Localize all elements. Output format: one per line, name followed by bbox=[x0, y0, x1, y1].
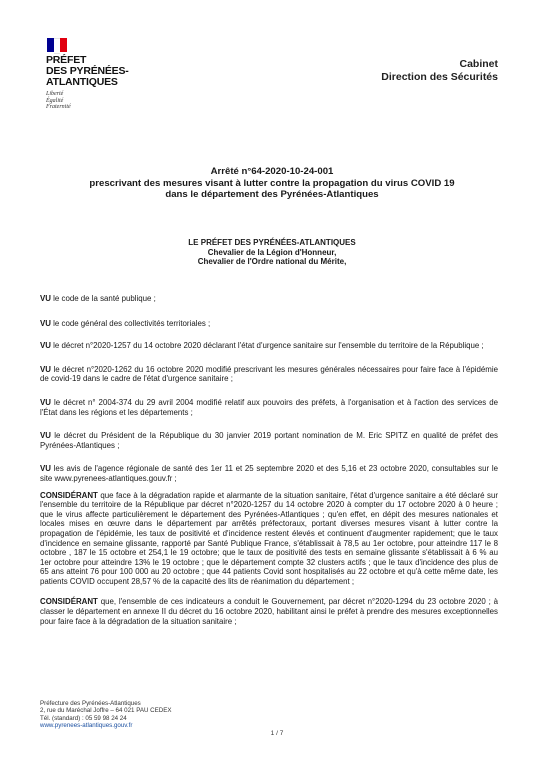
footer-address-line: 2, rue du Maréchal Joffre – 64 021 PAU CEDEX bbox=[40, 707, 172, 715]
motto-line: Liberté bbox=[46, 91, 64, 97]
page-number: 1 / 7 bbox=[270, 730, 284, 737]
marianne-logo bbox=[46, 38, 156, 111]
prefet-name: LE PRÉFET DES PYRÉNÉES-ATLANTIQUES bbox=[188, 238, 356, 247]
issuing-office bbox=[381, 58, 498, 83]
motto-line: Égalité bbox=[46, 97, 64, 104]
decree-number: Arrêté n°64-2020-10-24-001 bbox=[210, 166, 334, 177]
logo-title-line: DES PYRÉNÉES- bbox=[46, 65, 129, 77]
prefet-honour: Chevalier de la Légion d'Honneur, bbox=[207, 247, 337, 257]
visa-paragraph: VU le décret n°2020-1257 du 14 octobre 2020 déclarant l'état d'urgence sanitaire sur l'ensemble du territoire de la République ; bbox=[40, 341, 484, 351]
decree-title bbox=[40, 166, 504, 201]
footer-address-line: Préfecture des Pyrénées-Atlantiques bbox=[40, 700, 141, 707]
considerant-paragraph: CONSIDÉRANT que, l'ensemble de ces indicateurs a conduit le Gouvernement, par décret n°2020-1294 du 23 octobre 2020 ; à classer le département en annexe II du décret du 16 octobre 2020, habilitant ainsi le préfet à prendre des mesures exceptionnelles pour faire face à la dégradation de la situation sanitaire ; bbox=[40, 597, 498, 626]
decree-body bbox=[40, 294, 498, 626]
decree-subject: prescrivant des mesures visant à lutter contre la propagation du virus COVID 19 bbox=[89, 177, 455, 189]
prefet-block bbox=[40, 238, 504, 267]
logo-title bbox=[46, 55, 156, 88]
visa-paragraph: VU le code de la santé publique ; bbox=[40, 294, 156, 303]
visa-paragraph: VU le décret n°2020-1262 du 16 octobre 2020 modifié prescrivant les mesures générales nécessaires pour faire face à l'épidémie de covid-19 dans le cadre de l'état d'urgence sanitaire ; bbox=[40, 364, 498, 384]
visa-paragraph: VU le code général des collectivités territoriales ; bbox=[40, 318, 211, 328]
logo-title-line: ATLANTIQUES bbox=[46, 76, 118, 88]
visa-paragraph: VU le décret du Président de la République du 30 janvier 2019 portant nomination de M. Eric SPITZ en qualité de préfet des Pyrénées-Atlantiques ; bbox=[40, 431, 498, 450]
french-flag-icon bbox=[47, 38, 67, 52]
visa-paragraph: VU les avis de l'agence régionale de santé des 1er 11 et 25 septembre 2020 et des 5,16 et 23 octobre 2020, consultables sur le site www.pyrenees-atlantiques.gouv.fr ; bbox=[40, 464, 498, 483]
office-name: Cabinet bbox=[459, 58, 498, 70]
motto-line: Fraternité bbox=[46, 104, 71, 111]
direction-name: Direction des Sécurités bbox=[381, 70, 498, 83]
footer-phone: Tél. (standard) : 05 59 98 24 24 bbox=[40, 714, 127, 722]
visa-paragraph: VU le décret n° 2004-374 du 29 avril 2004 modifié relatif aux pouvoirs des préfets, à l'organisation et à l'action des services de l'État dans les régions et les départements ; bbox=[40, 397, 498, 417]
footer-website-link[interactable]: www.pyrenees-atlantiques.gouv.fr bbox=[40, 721, 133, 729]
logo-title-line: PRÉFET bbox=[46, 54, 87, 66]
prefet-honour: Chevalier de l'Ordre national du Mérite, bbox=[197, 257, 347, 266]
republic-motto bbox=[46, 91, 156, 111]
prefecture-footer bbox=[40, 700, 172, 729]
considerant-paragraph: CONSIDÉRANT que face à la dégradation rapide et alarmante de la situation sanitaire, l'état d'urgence sanitaire a été déclaré sur l'ensemble du territoire de la République par décret n°2020-1257 du 14 octobre 2020 à compter du 17 octobre 2020 à 0 heure ; que le virus affecte particulièrement le département des Pyrénées-Atlantiques ; qu'en effet, en dépit des mesures nationales et locales mises en œuvre dans le département par arrêtés préfectoraux, portant diverses mesures visant à lutter contre la propagation de l'épidémie, les taux de positivité et d'incidence restent élevés et continuent d'augmenter rapidement; que le taux d'incidence en semaine glissante, rapporté par Santé Publique France, s'établissait à 78,5 au 1er octobre, pour atteindre 117 le 8 octobre , 187 le 15 octobre et 254,1 le 19 octobre; que le taux de positivité des tests en semaine glissante s'établissait à 6 % au 1er octobre pour atteindre 13% le 19 octobre ; que le département compte 32 clusters actifs ; que le taux d'incidence des plus de 65 ans atteint 76 pour 100 000 au 20 octobre ; que 44 patients Covid sont hospitalisés au 22 octobre et qu'à cette même date, les patients COVID occupent 28,57 % de la capacité des lits de réanimation du département ; bbox=[40, 490, 498, 586]
decree-scope: dans le département des Pyrénées-Atlantiques bbox=[165, 189, 379, 200]
